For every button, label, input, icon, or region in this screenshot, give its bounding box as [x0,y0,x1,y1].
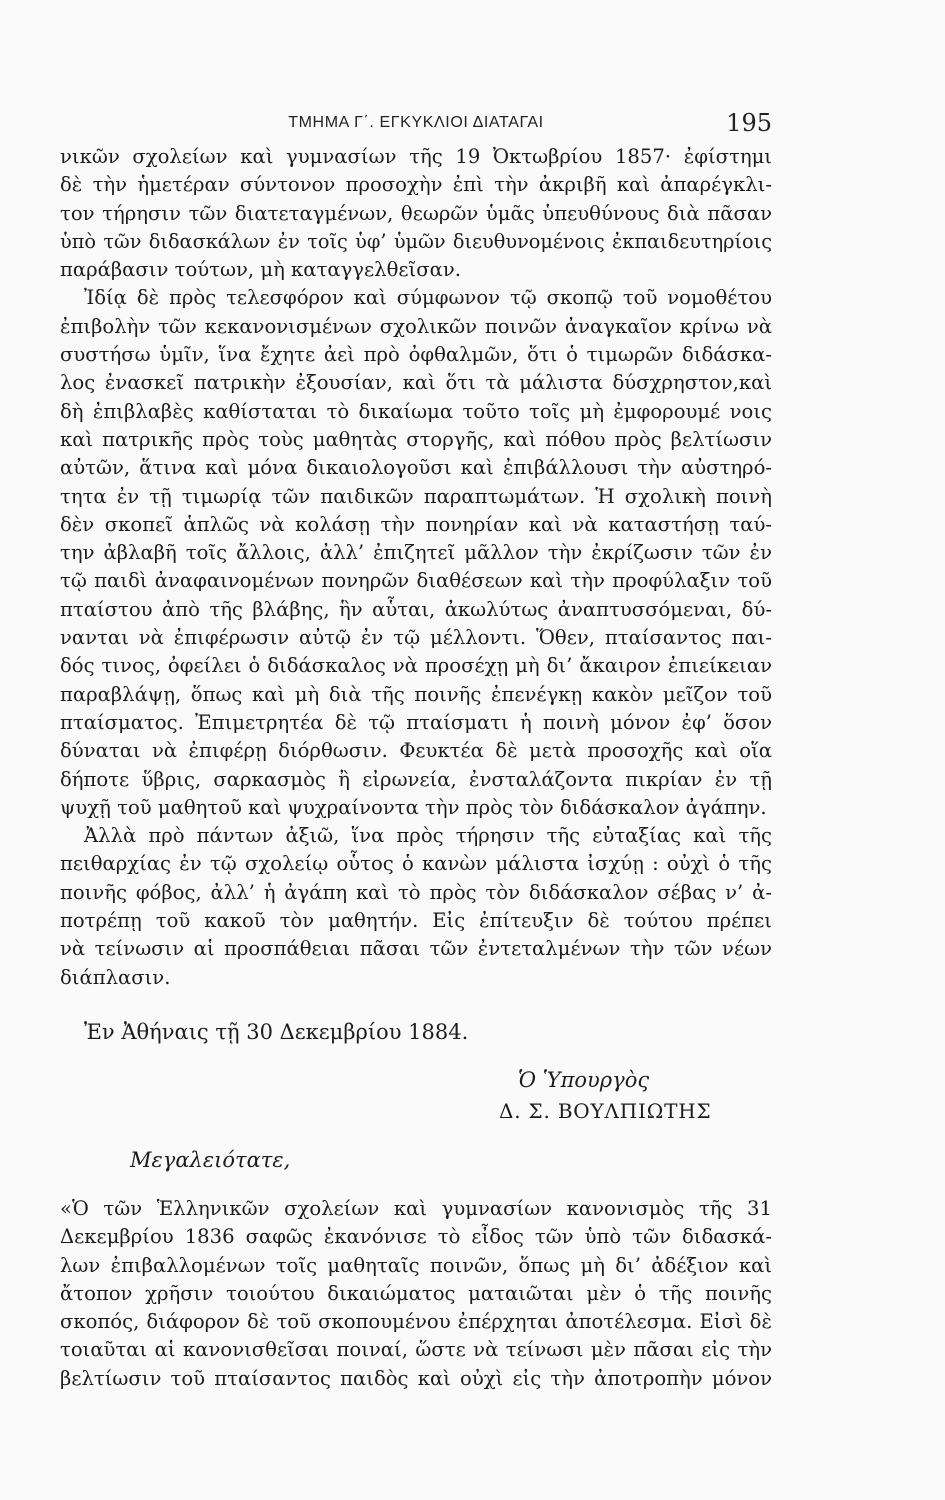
date-line: Ἐν Ἀθήναις τῇ 30 Δεκεμβρίου 1884. [84,1020,469,1044]
running-title: ΤΜΗΜΑ Γ΄. ΕΓΚΥΚΛΙΟΙ ΔΙΑΤΑΓΑΙ [288,114,544,131]
text-line: παραβλάψῃ, ὅπως καὶ μὴ διὰ τῆς ποινῆς ἐπενέγκῃ κακὸν μεῖζον τοῦ [60,682,772,706]
text-line: ἐπιβολὴν τῶν κεκανονισμένων σχολικῶν ποινῶν ἀναγκαῖον κρίνω νὰ [60,314,772,338]
text-line: ὑπὸ τῶν διδασκάλων ἐν τοῖς ὑφ’ ὑμῶν διευθυνομένοις ἐκπαιδευτηρίοις [60,229,772,253]
text-line: Ἰδίᾳ δὲ πρὸς τελεσφόρον καὶ σύμφωνον τῷ σκοπῷ τοῦ νομοθέτου [84,286,772,310]
text-line: λος ἐνασκεῖ πατρικὴν ἐξουσίαν, καὶ ὅτι τὰ μάλιστα δύσχρηστον,καὶ [60,371,772,395]
text-line: «Ὁ τῶν Ἑλληνικῶν σχολείων καὶ γυμνασίων κανονισμὸς τῆς 31 [60,1197,772,1220]
text-line: ποινῆς φόβος, ἀλλ’ ἡ ἀγάπη καὶ τὸ πρὸς τὸν διδάσκαλον σέβας ν’ ἀ- [60,880,772,904]
text-line: ποτρέπῃ τοῦ κακοῦ τὸν μαθητήν. Εἰς ἐπίτευξιν δὲ τούτου πρέπει [60,909,772,933]
text-line: δήποτε ὕβρις, σαρκασμὸς ἢ εἰρωνεία, ἐνσταλάζοντα πικρίαν ἐν τῇ [60,767,772,791]
text-line: πειθαρχίας ἐν τῷ σχολείῳ οὗτος ὁ κανὼν μάλιστα ἰσχύῃ : οὐχὶ ὁ τῆς [60,852,772,876]
salutation: Μεγαλειότατε, [130,1148,291,1172]
text-line: τητα ἐν τῇ τιμωρίᾳ τῶν παιδικῶν παραπτωμάτων. Ἡ σχολικὴ ποινὴ [60,484,772,508]
text-line: νικῶν σχολείων καὶ γυμνασίων τῆς 19 Ὀκτωβρίου 1857· ἐφίστημι [60,145,772,168]
text-line: παράβασιν τούτων, μὴ καταγγελθεῖσαν. [60,258,461,282]
text-line: δὲν σκοπεῖ ἁπλῶς νὰ κολάσῃ τὴν πονηρίαν καὶ νὰ καταστήσῃ ταύ- [60,512,772,536]
text-line: λων ἐπιβαλλομένων τοῖς μαθηταῖς ποινῶν, ὅπως μὴ δι’ ἀδέξιον καὶ [60,1253,772,1277]
text-line: καὶ πατρικῆς πρὸς τοὺς μαθητὰς στοργῆς, καὶ πόθου πρὸς βελτίωσιν [60,427,772,451]
signature-title: Ὁ Ὑπουργὸς [518,1068,650,1092]
text-line: δὲ τὴν ἡμετέραν σύντονον προσοχὴν ἐπὶ τὴν ἀκριβῆ καὶ ἀπαρέγκλι- [60,173,772,197]
body-text [60,143,772,992]
text-line: νὰ τείνωσιν αἱ προσπάθειαι πᾶσαι τῶν ἐντεταλμένων τὴν τῶν νέων [60,937,772,961]
text-line: πταίστου ἀπὸ τῆς βλάβης, ἣν αὗται, ἀκωλύτως ἀναπτυσσόμεναι, δύ- [60,597,772,621]
text-line: ψυχῇ τοῦ μαθητοῦ καὶ ψυχραίνοντα τὴν πρὸς τὸν διδάσκαλον ἀγάπην. [60,795,767,819]
text-line: την ἀβλαβῆ τοῖς ἄλλοις, ἀλλ’ ἐπιζητεῖ μᾶλλον τὴν ἐκρίζωσιν τῶν ἐν [60,541,772,565]
text-line: Δεκεμβρίου 1836 σαφῶς ἐκανόνισε τὸ εἶδος τῶν ὑπὸ τῶν διδασκά- [60,1225,772,1249]
text-line: δός τινος, ὀφείλει ὁ διδάσκαλος νὰ προσέχῃ μὴ δι’ ἄκαιρον ἐπιείκειαν [60,654,772,678]
text-line: δύναται νὰ ἐπιφέρῃ διόρθωσιν. Φευκτέα δὲ μετὰ προσοχῆς καὶ οἵα [60,739,772,763]
signature-name: Δ. Σ. ΒΟΥΛΠΙΩΤΗΣ [499,1099,712,1123]
page-number: 195 [726,109,772,137]
running-head [60,109,772,139]
text-line: βελτίωσιν τοῦ πταίσαντος παιδὸς καὶ οὐχὶ εἰς τὴν ἀποτροπὴν μόνον [60,1366,772,1390]
text-line: ἄτοπον χρῆσιν τοιούτου δικαιώματος ματαιῶται μὲν ὁ τῆς ποινῆς [60,1281,772,1305]
text-line: τον τήρησιν τῶν διατεταγμένων, θεωρῶν ὑμᾶς ὑπευθύνους διὰ πᾶσαν [60,201,772,225]
text-line: αὐτῶν, ἅτινα καὶ μόνα δικαιολογοῦσι καὶ ἐπιβάλλουσι τὴν αὐστηρό- [60,456,772,480]
text-line: σκοπός, διάφορον δὲ τοῦ σκοπουμένου ἐπέρχηται ἀποτέλεσμα. Εἰσὶ δὲ [60,1310,772,1334]
text-line: τῷ παιδὶ ἀναφαινομένων πονηρῶν διαθέσεων καὶ τὴν προφύλαξιν τοῦ [60,569,772,593]
text-line: Ἀλλὰ πρὸ πάντων ἀξιῶ, ἵνα πρὸς τήρησιν τῆς εὐταξίας καὶ τῆς [84,824,772,848]
text-line: πταίσματος. Ἐπιμετρητέα δὲ τῷ πταίσματι ἡ ποινὴ μόνον ἐφ’ ὅσον [60,710,772,734]
text-line: δὴ ἐπιβλαβὲς καθίσταται τὸ δικαίωμα τοῦτο τοῖς μὴ ἐμφορουμέ νοις [60,399,772,423]
text-line: συστήσω ὑμῖν, ἵνα ἔχητε ἀεὶ πρὸ ὀφθαλμῶν, ὅτι ὁ τιμωρῶν διδάσκα- [60,343,772,367]
text-line: διάπλασιν. [60,965,171,989]
second-document-text [60,1195,772,1393]
text-line: νανται νὰ ἐπιφέρωσιν αὐτῷ ἐν τῷ μέλλοντι. Ὅθεν, πταίσαντος παι- [60,626,772,650]
text-line: τοιαῦται αἱ κανονισθεῖσαι ποιναί, ὥστε νὰ τείνωσι μὲν πᾶσαι εἰς τὴν [60,1338,772,1362]
